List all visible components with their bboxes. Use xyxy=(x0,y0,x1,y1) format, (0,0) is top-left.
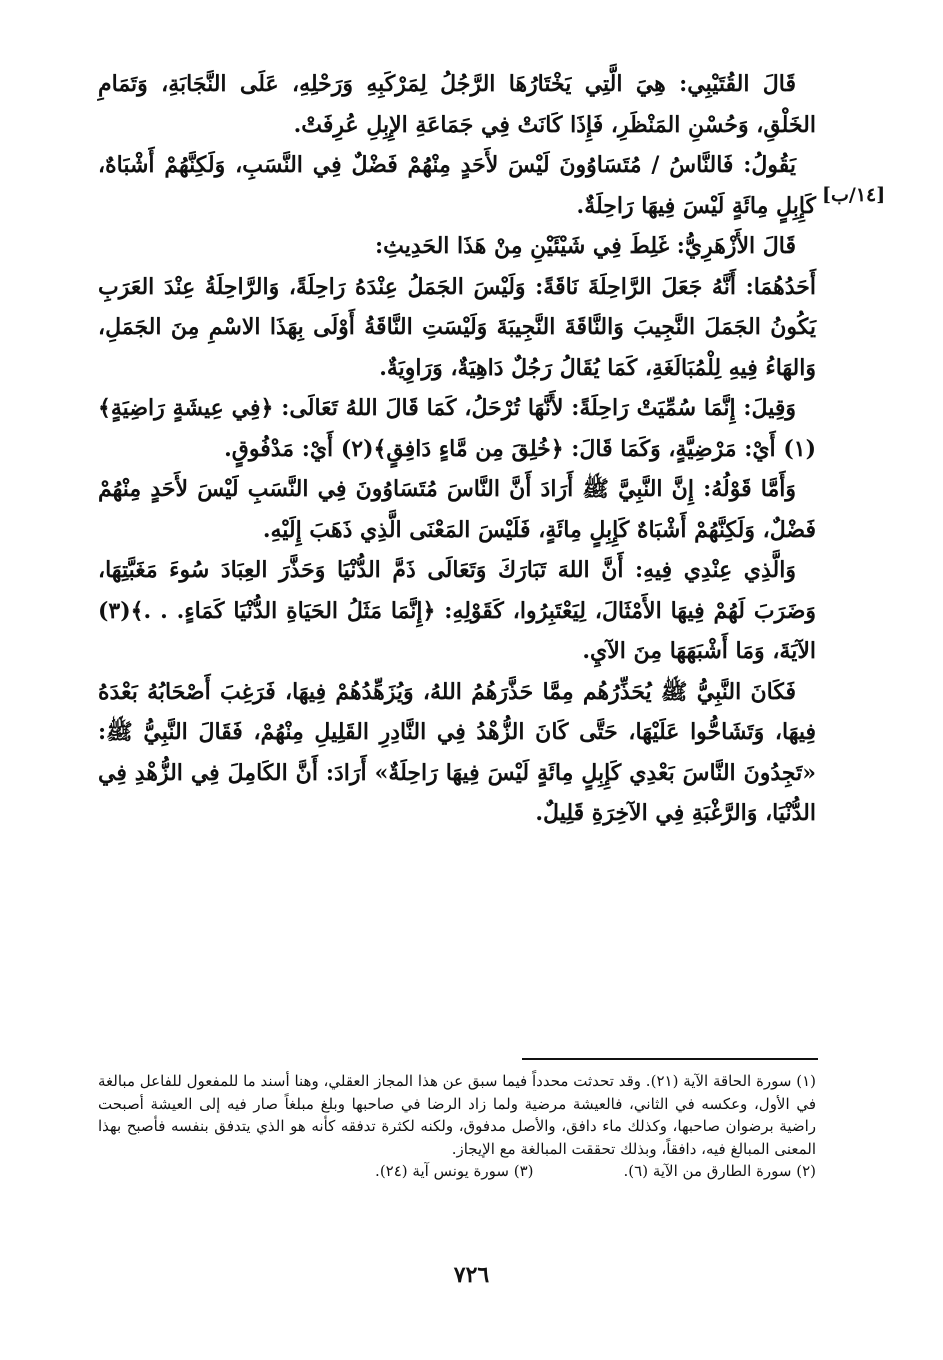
footnote-row xyxy=(98,1160,816,1183)
paragraph-qutaybi: قَالَ القُتَيْبِي: هِيَ الَّتِي يَخْتَارُهَا الرَّجُلُ لِمَرْكَبِهِ وَرَحْلِهِ، عَلَى النَّجَابَةِ، وَتَمَامِ الخَلْقِ، وَحُسْنِ المَنْظَرِ، فَإِذَا كَانَتْ فِي جَمَاعَةِ الإِبِلِ عُرِفَتْ. xyxy=(98,71,816,138)
footnote-separator xyxy=(522,1058,818,1060)
manuscript-folio-marker: [١٤/ب] xyxy=(822,184,886,206)
footnotes xyxy=(98,1070,816,1183)
paragraph-author-view: وَالَّذِي عِنْدِي فِيهِ: أَنَّ اللهَ تَبَارَكَ وَتَعَالَى ذَمَّ الدُّنْيَا وَحَذَّرَ العِبَادَ سُوءَ مَغَبَّتِهَا، وَضَرَبَ لَهُمْ فِيهَا الأَمْثَالَ، لِيَعْتَبِرُوا، كَقَوْلِهِ: ﴿إِنَّمَا مَثَلُ الحَيَاةِ الدُّنْيَا كَمَاءٍ. . .﴾(٣) الآيَةَ، وَمَا أَشْبَهَهَا مِنَ الآيِ. xyxy=(98,557,816,664)
main-text xyxy=(98,64,816,834)
footnote-3: (٣) سورة يونس آية (٢٤). xyxy=(375,1162,534,1180)
footnote-2: (٢) سورة الطارق من الآية (٦). xyxy=(623,1162,816,1180)
paragraph-people-equal: يَقُولُ: فَالنَّاسُ / مُتَسَاوُونَ لَيْسَ لأَحَدٍ مِنْهُمْ فَضْلٌ فِي النَّسَبِ، وَلَكِنَّهُمْ أَشْبَاهٌ، كَإِبِلٍ مِائَةٍ لَيْسَ فِيهَا رَاحِلَةٌ. xyxy=(98,152,816,219)
page-number: ٧٢٦ xyxy=(453,1262,490,1288)
paragraph-first-point: أَحَدُهُمَا: أَنَّهُ جَعَلَ الرَّاحِلَةَ نَاقَةً: وَلَيْسَ الجَمَلُ عِنْدَهُ رَاحِلَةً، وَالرَّاحِلَةُ عِنْدَ العَرَبِ يَكُونُ الجَمَلَ النَّجِيبَ وَالنَّاقَةَ النَّجِيبَةَ وَلَيْسَتِ النَّاقَةُ أَوْلَى بِهَذَا الاسْمِ مِنَ الجَمَلِ، وَالهَاءُ فِيهِ لِلْمُبَالَغَةِ، كَمَا يُقَالُ رَجُلٌ دَاهِيَةٌ، وَرَاوِيَةٌ. xyxy=(98,273,816,381)
footnote-1: (١) سورة الحاقة الآية (٢١). وقد تحدثت محدداً فيما سبق عن هذا المجاز العقلي، وهنا أسند ما للمفعول للفاعل مبالغة في الأول، وعكسه في الثاني، فالعيشة مرضية ولما زاد الرضا في صاحبها وبلغ مبلغاً صار فيه إلى العيشة أصبحت راضية برضوان صاحبها، وكذلك ماء دافق، والأصل مدفوق، ولكنه لكثرة تدفقه كأنه هو الذي يتدفق بنفسه فأصبح بهذا المعنى المبالغ فيه، دافقاً، وبذلك تحققت المبالغة مع الإيجاز. xyxy=(98,1072,816,1158)
paragraph-azhari: قَالَ الأَزْهَرِيُّ: غَلِطَ فِي شَيْئَيْنِ مِنْ هَذَا الحَدِيثِ: xyxy=(374,233,796,259)
paragraph-naming: وَقِيلَ: إِنَّمَا سُمِّيَتْ رَاحِلَةً: لأَنَّهَا تُرْحَلُ، كَمَا قَالَ اللهُ تَعَالَى: ﴿فِي عِيشَةٍ رَاضِيَةٍ﴾(١) أَيْ: مَرْضِيَّةٍ، وَكَمَا قَالَ: ﴿خُلِقَ مِن مَّاءٍ دَافِقٍ﴾(٢) أَيْ: مَدْفُوقٍ. xyxy=(98,395,816,462)
paragraph-prophet-warning: فَكَانَ النَّبِيُّ ﷺ يُحَذِّرُهُم مِمَّا حَذَّرَهُمُ اللهُ، وَيُزَهِّدُهُمْ فِيهَا، فَرَغِبَ أَصْحَابُهُ بَعْدَهُ فِيهَا، وَتَشَاحُّوا عَلَيْهَا، حَتَّى كَانَ الزُّهْدُ فِي النَّادِرِ القَلِيلِ مِنْهُمْ، فَقَالَ النَّبِيُّ ﷺ: «تَجِدُونَ النَّاسَ بَعْدِي كَإِبِلٍ مِائَةٍ لَيْسَ فِيهَا رَاحِلَةٌ» أَرَادَ: أَنَّ الكَامِلَ فِي الزُّهْدِ فِي الدُّنْيَا، وَالرَّغْبَةِ فِي الآخِرَةِ قَلِيلٌ. xyxy=(98,678,816,826)
paragraph-his-saying: وَأَمَّا قَوْلُهُ: إِنَّ النَّبِيَّ ﷺ أَرَادَ أَنَّ النَّاسَ مُتَسَاوُونَ فِي النَّسَبِ لَيْسَ لأَحَدٍ مِنْهُمْ فَضْلٌ، وَلَكِنَّهُمْ أَشْبَاهٌ كَإِبِلٍ مِائَةٍ، فَلَيْسَ المَعْنَى الَّذِي ذَهَبَ إِلَيْهِ. xyxy=(98,476,816,543)
